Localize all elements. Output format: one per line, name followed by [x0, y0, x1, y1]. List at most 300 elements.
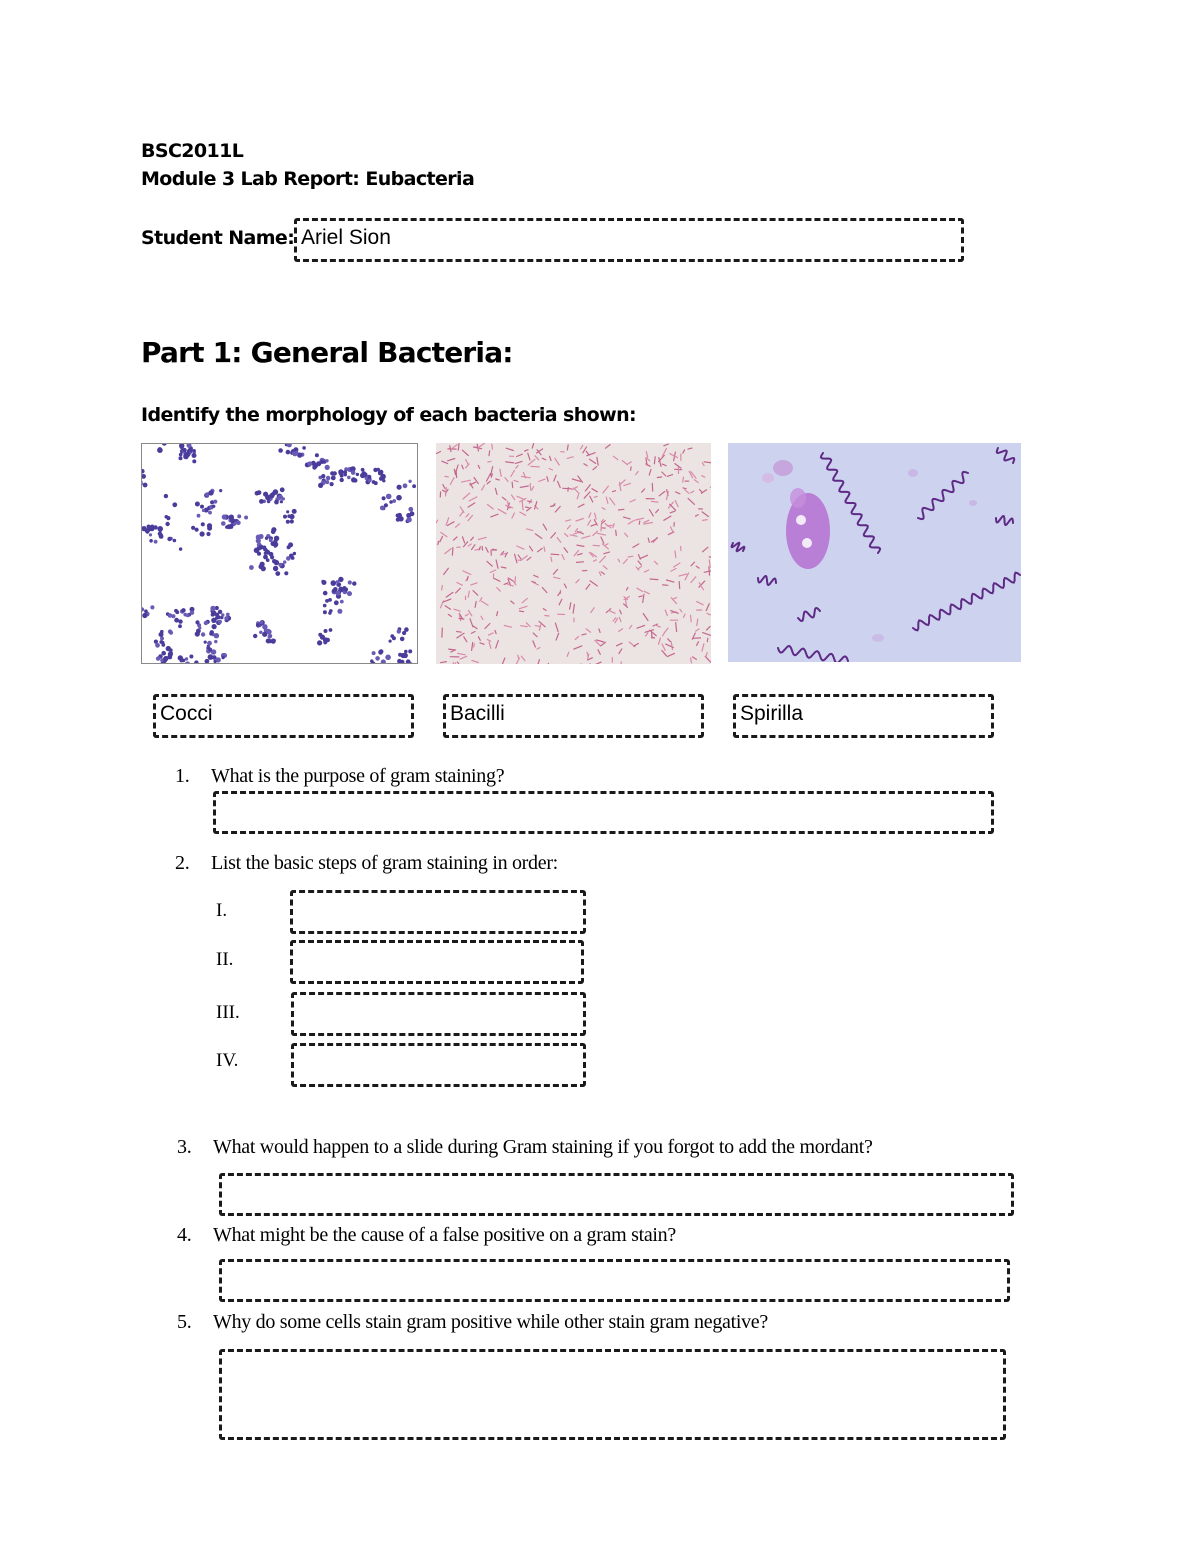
question-4-number: 4. — [177, 1224, 192, 1246]
coccus-cell — [325, 465, 330, 470]
coccus-cell — [365, 477, 368, 480]
coccus-cell — [317, 640, 322, 645]
coccus-cell — [286, 450, 291, 455]
coccus-cell — [179, 453, 183, 457]
coccus-cell — [171, 614, 175, 618]
coccus-cell — [375, 656, 380, 661]
coccus-cell — [236, 521, 241, 526]
bacillus-cell — [446, 488, 447, 497]
coccus-cell — [195, 620, 199, 624]
coccus-cell — [338, 469, 343, 474]
coccus-cell — [189, 655, 193, 659]
coccus-cell — [143, 483, 148, 488]
coccus-cell — [211, 618, 216, 623]
bacillus-cell — [576, 562, 583, 563]
coccus-cell — [201, 522, 205, 526]
coccus-cell — [185, 657, 188, 660]
step-2-answer-value — [293, 943, 581, 948]
coccus-cell — [269, 552, 274, 557]
coccus-cell — [326, 476, 331, 481]
part1-instruction: Identify the morphology of each bacteria shown: — [141, 404, 637, 426]
coccus-cell — [370, 659, 373, 662]
bacillus-cell — [489, 451, 490, 456]
coccus-cell — [214, 640, 217, 643]
coccus-cell — [307, 461, 312, 466]
cocci-micrograph — [141, 443, 418, 664]
step-4-numeral: IV. — [216, 1050, 239, 1071]
coccus-cell — [206, 532, 210, 536]
question-3-number: 3. — [177, 1136, 192, 1158]
bacillus-cell — [520, 611, 524, 612]
coccus-cell — [274, 500, 278, 504]
coccus-cell — [159, 632, 164, 637]
coccus-cell — [340, 478, 344, 482]
coccus-cell — [195, 502, 200, 507]
coccus-cell — [190, 611, 194, 615]
coccus-cell — [404, 650, 408, 654]
question-4-text: What might be the cause of a false positive on a gram stain? — [213, 1224, 676, 1246]
coccus-cell — [244, 516, 248, 520]
coccus-cell — [142, 613, 147, 618]
coccus-cell — [280, 487, 285, 492]
bacillus-cell — [654, 457, 655, 464]
coccus-cell — [237, 514, 241, 518]
coccus-cell — [323, 591, 328, 596]
coccus-cell — [266, 639, 271, 644]
question-5-number: 5. — [177, 1311, 192, 1333]
coccus-cell — [286, 520, 290, 524]
coccus-cell — [274, 560, 279, 565]
bacillus-cell — [563, 488, 572, 489]
coccus-cell — [382, 479, 385, 482]
coccus-cell — [179, 456, 183, 460]
bacillus-cell — [709, 557, 711, 558]
coccus-cell — [202, 509, 205, 512]
coccus-cell — [337, 609, 342, 614]
question-2-number: 2. — [175, 852, 190, 874]
coccus-cell — [318, 633, 322, 637]
coccus-cell — [219, 489, 222, 492]
bacillus-cell — [456, 470, 457, 477]
coccus-cell — [361, 468, 365, 472]
step-4-answer[interactable] — [291, 1043, 586, 1087]
coccus-cell — [347, 476, 351, 480]
coccus-cell — [256, 535, 261, 540]
coccus-cell — [293, 552, 296, 555]
coccus-cell — [207, 641, 212, 646]
coccus-cell — [172, 502, 177, 507]
coccus-cell — [159, 640, 163, 644]
coccus-cell — [221, 656, 224, 659]
coccus-cell — [283, 515, 287, 519]
coccus-cell — [406, 659, 411, 664]
coccus-cell — [192, 449, 196, 453]
coccus-cell — [259, 631, 262, 634]
bacillus-cell — [515, 577, 516, 584]
coccus-cell — [197, 514, 201, 518]
coccus-cell — [330, 471, 334, 475]
coccus-cell — [348, 580, 352, 584]
morphology-answer-1-value: Cocci — [160, 702, 213, 725]
coccus-cell — [195, 631, 200, 636]
coccus-cell — [208, 490, 213, 495]
coccus-cell — [382, 496, 386, 500]
step-1-answer[interactable] — [290, 890, 586, 934]
bacillus-cell — [457, 632, 462, 633]
bacillus-cell — [445, 476, 449, 477]
coccus-cell — [271, 527, 276, 532]
bacillus-cell — [508, 501, 509, 505]
coccus-cell — [315, 453, 319, 457]
coccus-cell — [156, 656, 160, 660]
coccus-cell — [372, 651, 376, 655]
coccus-cell — [265, 495, 271, 501]
coccus-cell — [325, 459, 328, 462]
coccus-cell — [392, 636, 396, 640]
coccus-cell — [338, 577, 343, 582]
bacilli-micrograph — [436, 443, 711, 664]
coccus-cell — [257, 490, 262, 495]
coccus-cell — [149, 539, 153, 543]
coccus-cell — [149, 533, 152, 536]
coccus-cell — [268, 634, 272, 638]
bacillus-cell — [691, 615, 692, 622]
coccus-cell — [183, 448, 187, 452]
coccus-cell — [323, 610, 327, 614]
morphology-answer-3-value: Spirilla — [740, 702, 804, 725]
student-name-label: Student Name: — [141, 227, 295, 249]
question-1-answer-value — [216, 794, 991, 799]
coccus-cell — [385, 655, 391, 661]
morphology-answer-2[interactable] — [443, 694, 704, 738]
coccus-cell — [292, 509, 297, 514]
coccus-cell — [262, 546, 266, 550]
bacillus-cell — [526, 507, 529, 508]
bacillus-cell — [619, 509, 624, 510]
coccus-cell — [253, 634, 257, 638]
morphology-answer-1[interactable] — [153, 694, 414, 738]
coccus-cell — [368, 479, 372, 483]
coccus-cell — [290, 519, 294, 523]
coccus-cell — [323, 604, 327, 608]
coccus-cell — [289, 514, 294, 519]
coccus-cell — [229, 515, 234, 520]
coccus-cell — [397, 485, 402, 490]
coccus-cell — [192, 459, 196, 463]
bacillus-cell — [639, 521, 640, 524]
coccus-cell — [178, 624, 182, 628]
coccus-cell — [392, 499, 396, 503]
question-5-answer-value — [222, 1352, 1003, 1357]
coccus-cell — [226, 613, 230, 617]
coccus-cell — [198, 626, 201, 629]
coccus-cell — [408, 480, 411, 483]
coccus-cell — [403, 483, 408, 488]
coccus-cell — [205, 659, 210, 664]
coccus-cell — [401, 653, 406, 658]
coccus-cell — [212, 624, 217, 629]
coccus-cell — [266, 629, 271, 634]
bacillus-cell — [650, 579, 658, 580]
coccus-cell — [224, 616, 228, 620]
bacillus-cell — [631, 467, 632, 470]
coccus-cell — [400, 637, 405, 642]
coccus-cell — [218, 620, 222, 624]
coccus-cell — [180, 659, 183, 662]
coccus-cell — [329, 628, 333, 632]
coccus-cell — [379, 649, 383, 653]
coccus-cell — [360, 473, 365, 478]
bacillus-cell — [512, 482, 513, 488]
coccus-cell — [384, 503, 388, 507]
coccus-cell — [181, 608, 185, 612]
coccus-cell — [389, 640, 392, 643]
coccus-cell — [173, 539, 177, 543]
coccus-cell — [158, 447, 162, 451]
coccus-cell — [266, 558, 270, 562]
question-1-answer[interactable] — [213, 791, 994, 834]
question-3-answer[interactable] — [219, 1173, 1014, 1216]
coccus-cell — [259, 499, 264, 504]
coccus-cell — [321, 474, 325, 478]
coccus-cell — [201, 632, 205, 636]
bacillus-cell — [657, 477, 661, 478]
coccus-cell — [144, 609, 148, 613]
coccus-cell — [336, 591, 341, 596]
step-3-numeral: III. — [216, 1002, 240, 1023]
coccus-cell — [161, 651, 166, 656]
coccus-cell — [302, 446, 306, 450]
bacillus-cell — [442, 586, 443, 590]
report-title: Module 3 Lab Report: Eubacteria — [141, 168, 475, 190]
coccus-cell — [328, 611, 331, 614]
question-2-text: List the basic steps of gram staining in order: — [211, 852, 558, 874]
coccus-cell — [273, 639, 276, 642]
coccus-cell — [160, 636, 164, 640]
coccus-cell — [322, 580, 327, 585]
coccus-cell — [204, 621, 208, 625]
question-5-text: Why do some cells stain gram positive while other stain gram negative? — [213, 1311, 768, 1333]
bacillus-cell — [545, 616, 549, 617]
coccus-cell — [273, 489, 279, 495]
coccus-cell — [200, 531, 205, 536]
coccus-cell — [274, 536, 279, 541]
bacillus-cell — [707, 638, 708, 642]
course-code: BSC2011L — [141, 140, 244, 162]
coccus-cell — [180, 663, 184, 664]
coccus-cell — [213, 660, 216, 663]
coccus-cell — [260, 562, 265, 567]
coccus-cell — [292, 451, 296, 455]
coccus-cell — [287, 545, 291, 549]
coccus-cell — [207, 523, 212, 528]
coccus-cell — [167, 537, 171, 541]
coccus-cell — [324, 629, 328, 633]
coccus-cell — [163, 656, 168, 661]
coccus-cell — [200, 505, 204, 509]
coccus-cell — [179, 547, 182, 550]
coccus-cell — [399, 517, 402, 520]
question-1-text: What is the purpose of gram staining? — [211, 765, 505, 787]
question-4-answer-value — [222, 1262, 1007, 1267]
bacillus-cell — [683, 477, 684, 482]
coccus-cell — [284, 571, 288, 575]
coccus-cell — [408, 649, 412, 653]
coccus-cell — [217, 615, 221, 619]
coccus-cell — [286, 556, 291, 561]
coccus-cell — [396, 495, 402, 501]
coccus-cell — [191, 526, 195, 530]
coccus-cell — [372, 480, 376, 484]
question-4-answer[interactable] — [219, 1259, 1010, 1302]
coccus-cell — [221, 521, 226, 526]
coccus-cell — [318, 483, 323, 488]
bacillus-cell — [531, 466, 539, 467]
coccus-cell — [260, 621, 264, 625]
coccus-cell — [265, 537, 268, 540]
coccus-cell — [312, 465, 316, 469]
question-3-answer-value — [222, 1176, 1011, 1181]
coccus-cell — [174, 609, 178, 613]
coccus-cell — [222, 514, 227, 519]
coccus-cell — [273, 566, 278, 571]
coccus-cell — [397, 659, 402, 664]
coccus-cell — [208, 648, 212, 652]
coccus-cell — [325, 480, 329, 484]
coccus-cell — [275, 571, 280, 576]
part1-heading: Part 1: General Bacteria: — [141, 336, 513, 369]
bacillus-cell — [458, 444, 459, 451]
bacillus-cell — [488, 461, 491, 462]
coccus-cell — [186, 614, 190, 618]
coccus-cell — [249, 565, 254, 570]
bacillus-cell — [628, 556, 633, 557]
coccus-cell — [412, 484, 416, 488]
coccus-cell — [352, 581, 356, 585]
question-1-number: 1. — [175, 765, 190, 787]
step-2-answer[interactable] — [290, 940, 584, 984]
bacillus-cell — [455, 663, 456, 664]
coccus-cell — [278, 448, 283, 453]
bacillus-cell — [703, 520, 708, 521]
coccus-cell — [213, 500, 217, 504]
coccus-cell — [347, 591, 352, 596]
coccus-cell — [344, 473, 347, 476]
coccus-cell — [159, 534, 164, 539]
bacillus-cell — [459, 618, 464, 619]
coccus-cell — [166, 516, 170, 520]
student-name-field[interactable] — [294, 218, 964, 262]
coccus-cell — [278, 495, 283, 500]
morphology-answer-3[interactable] — [733, 694, 994, 738]
student-name-value: Ariel Sion — [301, 226, 391, 249]
coccus-cell — [160, 659, 164, 663]
coccus-cell — [153, 525, 157, 529]
spirilla-micrograph — [728, 443, 1021, 662]
coccus-cell — [331, 476, 336, 481]
coccus-cell — [150, 527, 154, 531]
coccus-cell — [204, 641, 207, 644]
coccus-cell — [397, 513, 402, 518]
coccus-cell — [189, 449, 193, 453]
coccus-cell — [280, 500, 283, 503]
coccus-cell — [154, 540, 158, 544]
morphology-answer-2-value: Bacilli — [450, 702, 505, 725]
coccus-cell — [255, 549, 258, 552]
step-4-answer-value — [294, 1046, 583, 1051]
coccus-cell — [291, 556, 295, 560]
coccus-cell — [213, 612, 217, 616]
step-3-answer[interactable] — [291, 992, 586, 1036]
coccus-cell — [210, 606, 215, 611]
step-3-answer-value — [294, 995, 583, 1000]
coccus-cell — [378, 470, 383, 475]
coccus-cell — [286, 510, 289, 513]
coccus-cell — [192, 453, 197, 458]
bacillus-cell — [452, 548, 453, 556]
coccus-cell — [353, 478, 357, 482]
coccus-cell — [316, 461, 321, 466]
coccus-cell — [406, 517, 411, 522]
coccus-cell — [328, 598, 332, 602]
coccus-cell — [340, 600, 344, 604]
coccus-cell — [157, 526, 163, 532]
step-1-numeral: I. — [216, 900, 228, 921]
coccus-cell — [334, 600, 339, 605]
coccus-cell — [164, 494, 168, 498]
step-2-numeral: II. — [216, 949, 234, 970]
coccus-cell — [380, 506, 385, 511]
coccus-cell — [408, 507, 413, 512]
coccus-cell — [183, 453, 188, 458]
step-1-answer-value — [293, 893, 583, 898]
coccus-cell — [150, 605, 154, 609]
coccus-cell — [356, 473, 359, 476]
bacillus-cell — [530, 484, 531, 490]
coccus-cell — [402, 631, 406, 635]
coccus-cell — [351, 470, 356, 475]
coccus-cell — [221, 613, 224, 616]
bacillus-cell — [652, 501, 658, 502]
coccus-cell — [227, 524, 232, 529]
coccus-cell — [397, 629, 401, 633]
coccus-cell — [330, 482, 334, 486]
coccus-cell — [168, 629, 172, 633]
coccus-cell — [169, 648, 173, 652]
bacillus-cell — [675, 551, 676, 558]
coccus-cell — [283, 560, 286, 563]
bacillus-cell — [683, 488, 686, 489]
question-3-text: What would happen to a slide during Gram staining if you forgot to add the mordant? — [213, 1136, 873, 1158]
question-5-answer[interactable] — [219, 1349, 1006, 1440]
coccus-cell — [333, 587, 337, 591]
coccus-cell — [386, 494, 392, 500]
coccus-cell — [331, 580, 337, 586]
bacillus-cell — [616, 530, 617, 535]
coccus-cell — [209, 632, 213, 636]
bacillus-cell — [551, 554, 559, 555]
bacillus-cell — [492, 444, 493, 449]
coccus-cell — [256, 623, 260, 627]
coccus-cell — [155, 643, 160, 648]
coccus-cell — [174, 618, 179, 623]
coccus-cell — [208, 511, 212, 515]
bacillus-cell — [438, 541, 439, 544]
coccus-cell — [212, 505, 215, 508]
coccus-cell — [165, 522, 169, 526]
bacillus-cell — [679, 582, 680, 589]
coccus-cell — [410, 511, 415, 516]
